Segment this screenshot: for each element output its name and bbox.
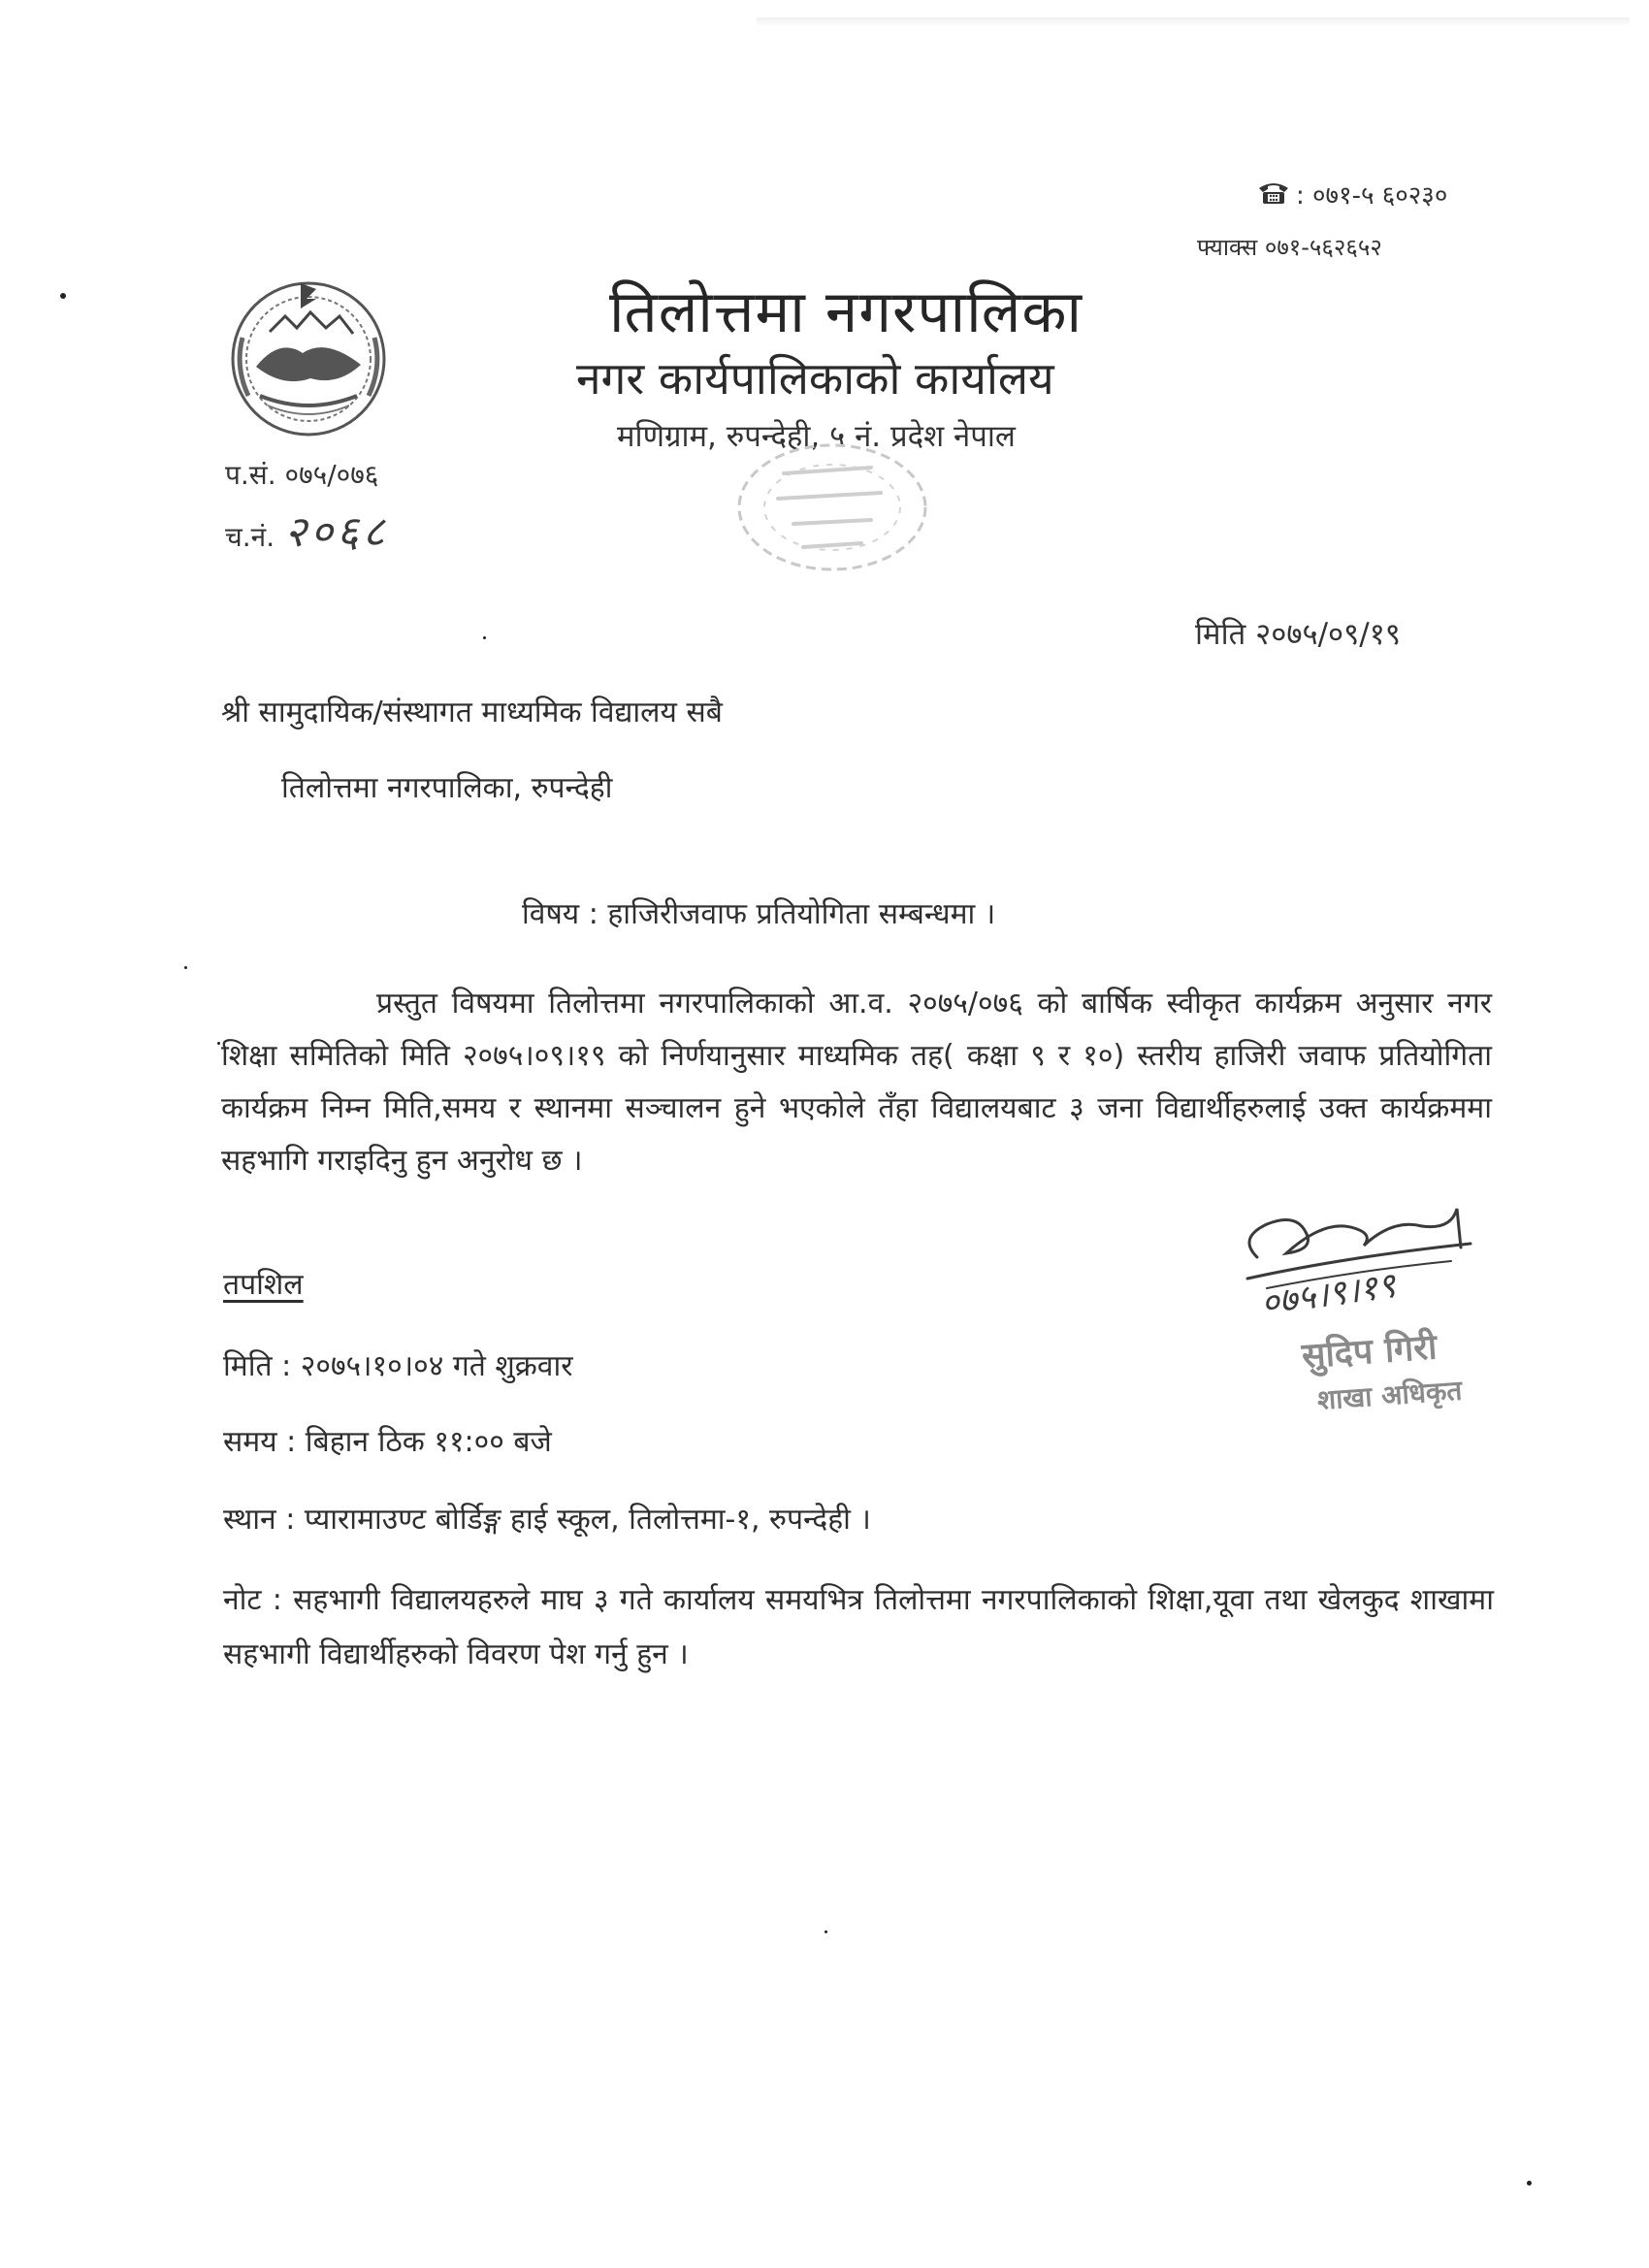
office-subtitle: नगर कार्यपालिकाको कार्यालय	[576, 352, 1054, 405]
telephone-icon	[1257, 180, 1290, 212]
letter-reference-number: प.सं. ०७५/०७६	[225, 459, 379, 491]
event-time: समय : बिहान ठिक ११:०० बजे	[223, 1425, 552, 1459]
scan-speck	[184, 966, 187, 969]
signatory-title: शाखा अधिकृत	[1315, 1374, 1464, 1416]
signatory-name: सुदिप गिरी	[1300, 1327, 1439, 1377]
handwritten-dispatch-number: २०६८	[284, 507, 389, 557]
letter-date: मिति २०७५/०९/१९	[1195, 617, 1401, 652]
phone-number: : ०७१-५ ६०२३०	[1257, 177, 1447, 212]
addressee-line-2: तिलोत्तमा नगरपालिका, रुपन्देही	[281, 771, 613, 805]
details-heading: तपशिल	[223, 1268, 304, 1302]
letter-subject: विषय : हाजिरीजवाफ प्रतियोगिता सम्बन्धमा ।	[522, 897, 996, 931]
event-date: मिति : २०७५।१०।०४ गते शुक्रवार	[223, 1349, 573, 1383]
scan-edge-shadow	[757, 17, 1630, 27]
office-address: मणिग्राम, रुपन्देही, ५ नं. प्रदेश नेपाल	[617, 419, 1016, 454]
event-venue: स्थान : प्यारामाउण्ट बोर्डिङ्ग हाई स्कूल, तिलोत्तमा-१, रुपन्देही ।	[223, 1503, 871, 1537]
addressee-line-1: श्री सामुदायिक/संस्थागत माध्यमिक विद्यालय सबै	[221, 696, 723, 729]
scan-speck	[1527, 2181, 1532, 2186]
scan-speck	[217, 1042, 220, 1045]
scan-speck	[824, 1930, 827, 1933]
letter-body: प्रस्तुत विषयमा तिलोत्तमा नगरपालिकाको आ.व. २०७५/०७६ को बार्षिक स्वीकृत कार्यक्रम अनुसार नगर शिक्षा समितिको मिति २०७५।०९।१९ को निर्णयानुसार माध्यमिक तह( कक्षा ९ र १०) स्तरीय हाजिरी जवाफ प्रतियोगिता कार्यक्रम निम्न मिति,समय र स्थानमा सञ्चालन हुने भएकोले तँहा विद्यालयबाट ३ जना विद्यार्थीहरुलाई उक्त कार्यक्रममा सहभागि गराइदिनु हुन अनुरोध छ ।	[221, 987, 1492, 1178]
letter-note: नोट : सहभागी विद्यालयहरुले माघ ३ गते कार्यालय समयभित्र तिलोत्तमा नगरपालिकाको शिक्षा,यूवा तथा खेलकुद शाखामा सहभागी विद्यार्थीहरुको विवरण पेश गर्नु हुन ।	[223, 1583, 1494, 1671]
office-stamp	[726, 435, 939, 580]
dispatch-number: च.नं. २०६८	[225, 507, 389, 557]
fax-number: फ्याक्स ०७१-५६२६५२	[1197, 234, 1382, 261]
government-emblem-icon	[221, 270, 396, 444]
office-name: तिलोत्तमा नगरपालिका	[609, 278, 1083, 346]
scan-speck	[60, 293, 66, 299]
scan-speck	[483, 636, 486, 639]
signature-date: ०७५।९।१९	[1258, 1265, 1399, 1324]
